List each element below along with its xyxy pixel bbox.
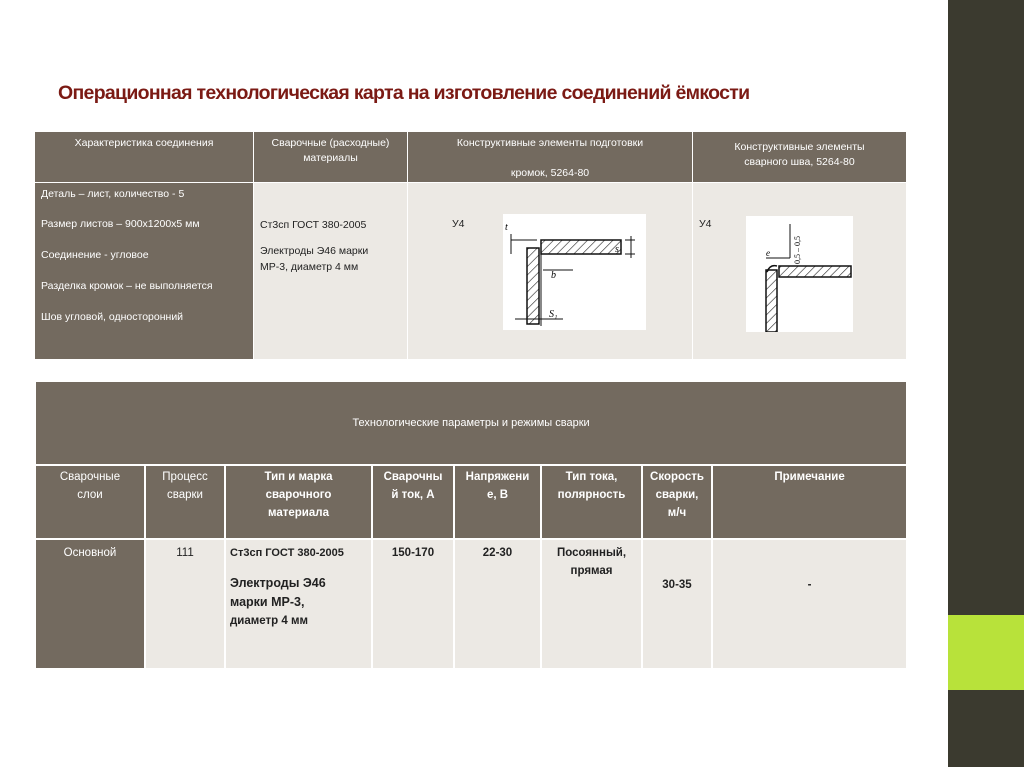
label-b: b xyxy=(551,270,556,281)
header-weld-elements: Конструктивные элементы сварного шва, 5264-80 xyxy=(693,132,907,183)
header-characteristic: Характеристика соединения xyxy=(35,132,254,183)
cell-voltage: 22-30 xyxy=(454,539,541,669)
characteristic-item: Деталь – лист, количество - 5 xyxy=(41,188,185,200)
col-material: Тип и марка сварочного материала xyxy=(225,465,372,539)
cell-note: - xyxy=(712,539,907,669)
col-layers: Сварочные слои xyxy=(35,465,145,539)
cell-current: 150-170 xyxy=(372,539,454,669)
params-table xyxy=(34,380,908,670)
params-title: Технологические параметры и режимы сварки xyxy=(35,381,907,465)
edge-prep-drawing xyxy=(503,214,646,330)
col-current: Сварочны й ток, А xyxy=(372,465,454,539)
label-s1: S₁ xyxy=(549,309,558,320)
characteristics-cell xyxy=(35,183,254,360)
cell-layer: Основной xyxy=(35,539,145,669)
col-speed: Скорость сварки, м/ч xyxy=(642,465,712,539)
characteristic-item: Разделка кромок – не выполняется xyxy=(41,280,213,292)
weld-code: У4 xyxy=(699,218,712,230)
weld-drawing xyxy=(746,216,853,332)
sidebar-accent xyxy=(948,615,1024,690)
characteristic-item: Размер листов – 900х1200х5 мм xyxy=(41,218,200,230)
label-s: s xyxy=(615,244,619,255)
characteristic-item: Соединение - угловое xyxy=(41,249,149,261)
header-materials: Сварочные (расходные) материалы xyxy=(254,132,408,183)
label-t: t xyxy=(505,222,508,233)
header-edge-prep: Конструктивные элементы подготовки кромок, 5264-80 xyxy=(408,132,693,183)
cell-polarity: Посоянный, прямая xyxy=(541,539,642,669)
cell-material: Ст3сп ГОСТ 380-2005 Электроды Э46 марки МР-3, диаметр 4 мм xyxy=(225,539,372,669)
cell-process: 111 xyxy=(145,539,225,669)
label-e: e xyxy=(766,248,770,258)
prep-code: У4 xyxy=(452,218,465,230)
cell-speed: 30-35 xyxy=(642,539,712,669)
characteristic-item: Шов угловой, односторонний xyxy=(41,311,184,323)
label-dim: 0,5 – 0,5 xyxy=(793,236,802,264)
page-title: Операционная технологическая карта на изготовление соединений ёмкости xyxy=(58,82,750,104)
col-process: Процесс сварки xyxy=(145,465,225,539)
col-note: Примечание xyxy=(712,465,907,539)
col-polarity: Тип тока, полярность xyxy=(541,465,642,539)
col-voltage: Напряжени е, В xyxy=(454,465,541,539)
materials-cell: Ст3сп ГОСТ 380-2005 Электроды Э46 марки МР-3, диаметр 4 мм xyxy=(254,183,408,360)
